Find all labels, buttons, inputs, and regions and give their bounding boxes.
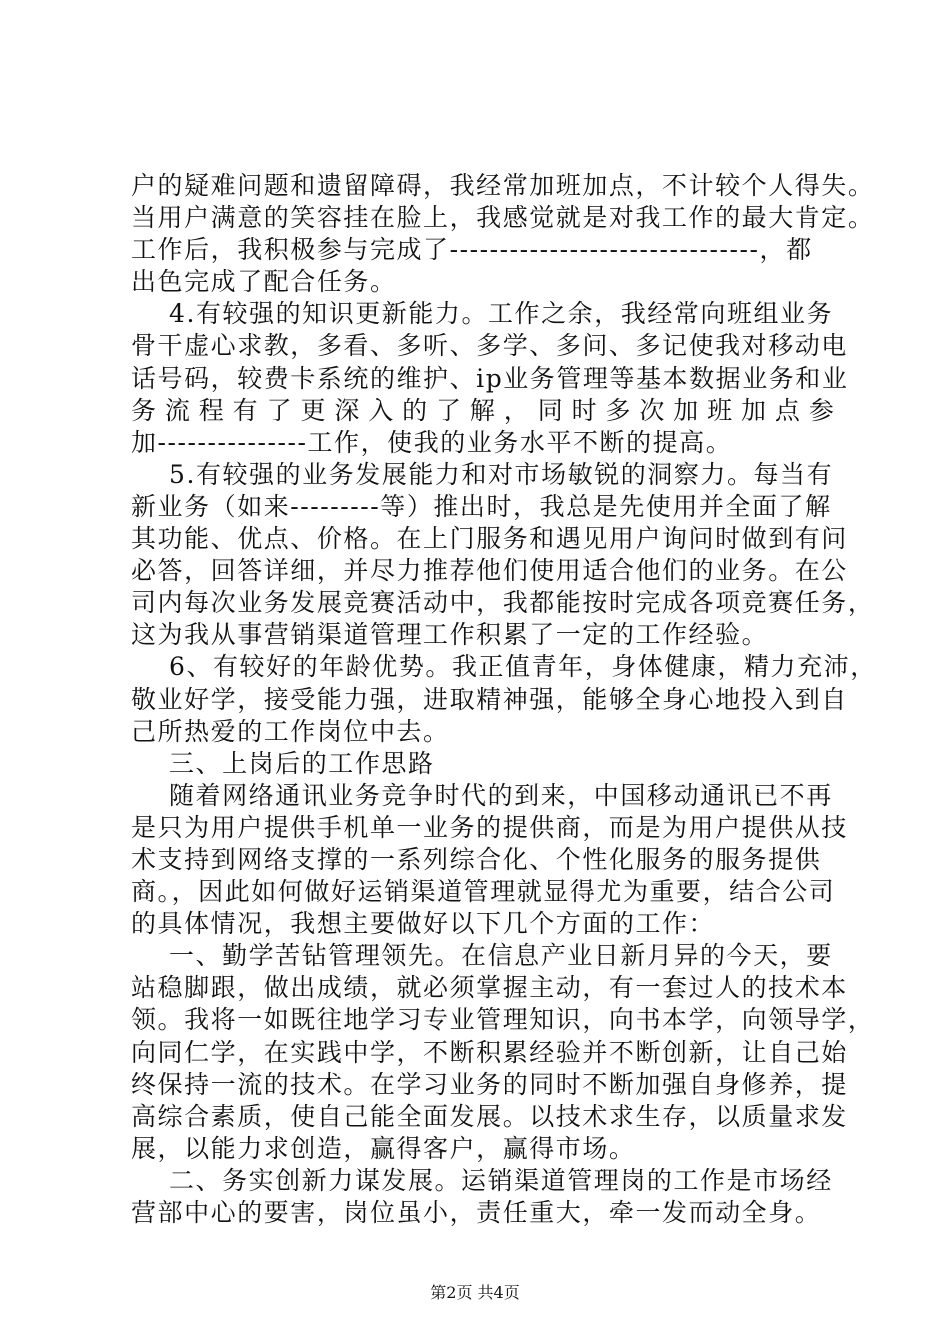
text-line: 站稳脚跟，做出成绩，就必须掌握主动，有一套过人的技术本 bbox=[131, 973, 848, 1003]
text-line: 随着网络通讯业务竞争时代的到来，中国移动通讯已不再 bbox=[131, 780, 833, 810]
text-line: 新业务（如来---------等）推出时，我总是先使用并全面了解 bbox=[131, 491, 832, 521]
text-line: 一、勤学苦钻管理领先。在信息产业日新月异的今天，要 bbox=[131, 941, 833, 971]
text-line: 骨干虚心求教，多看、多听、多学、多问、多记使我对移动电 bbox=[131, 331, 848, 361]
text-line: 5.有较强的业务发展能力和对市场敏锐的洞察力。每当有 bbox=[131, 459, 834, 489]
text-line: 加---------------工作，使我的业务水平不断的提高。 bbox=[131, 427, 733, 457]
text-line: 是只为用户提供手机单一业务的提供商，而是为用户提供从技 bbox=[131, 812, 848, 842]
text-line: 领。我将一如既往地学习专业管理知识，向书本学，向领导学， bbox=[131, 1005, 875, 1035]
text-line: 户的疑难问题和遗留障碍，我经常加班加点，不计较个人得失。 bbox=[131, 171, 875, 200]
text-line: 向同仁学，在实践中学，不断积累经验并不断创新，让自己始 bbox=[131, 1037, 848, 1067]
text-line: 司内每次业务发展竞赛活动中，我都能按时完成各项竞赛任务， bbox=[131, 588, 875, 618]
text-line: 工作后，我积极参与完成了-------------------------------，都 bbox=[131, 235, 813, 265]
text-line: 展，以能力求创造，赢得客户，赢得市场。 bbox=[131, 1133, 636, 1163]
page-footer: 第2页 共4页 bbox=[430, 1283, 520, 1302]
text-line: 营部中心的要害，岗位虽小，责任重大，牵一发而动全身。 bbox=[131, 1198, 822, 1227]
text-line: 6、有较好的年龄优势。我正值青年，身体健康，精力充沛， bbox=[131, 652, 877, 682]
document-body bbox=[131, 170, 877, 1229]
text-line: 终保持一流的技术。在学习业务的同时不断加强自身修养，提 bbox=[131, 1069, 848, 1099]
text-line: 务 流 程 有 了 更 深 入 的 了 解 ， 同 时 多 次 加 班 加 点 参 bbox=[131, 395, 834, 425]
text-line: 己所热爱的工作岗位中去。 bbox=[131, 716, 450, 746]
text-line: 二、务实创新力谋发展。运销渠道管理岗的工作是市场经 bbox=[131, 1165, 833, 1195]
text-line: 术支持到网络支撑的一系列综合化、个性化服务的服务提供 bbox=[131, 844, 822, 874]
text-line: 三、上岗后的工作思路 bbox=[131, 748, 435, 778]
text-line: 商。，因此如何做好运销渠道管理就显得尤为重要，结合公司 bbox=[131, 877, 836, 907]
text-line: 话号码，较费卡系统的维护、ip业务管理等基本数据业务和业 bbox=[131, 363, 849, 393]
text-line: 必答，回答详细，并尽力推荐他们使用适合他们的业务。在公 bbox=[131, 556, 848, 586]
text-line: 4.有较强的知识更新能力。工作之余，我经常向班组业务 bbox=[131, 299, 834, 329]
text-line: 敬业好学，接受能力强，进取精神强，能够全身心地投入到自 bbox=[131, 684, 848, 714]
text-line: 当用户满意的笑容挂在脸上，我感觉就是对我工作的最大肯定。 bbox=[131, 203, 875, 233]
text-line: 高综合素质，使自己能全面发展。以技术求生存，以质量求发 bbox=[131, 1101, 848, 1131]
text-line: 其功能、优点、价格。在上门服务和遇见用户询问时做到有问 bbox=[131, 524, 848, 554]
text-line: 的具体情况，我想主要做好以下几个方面的工作： bbox=[131, 909, 716, 939]
text-line: 这为我从事营销渠道管理工作积累了一定的工作经验。 bbox=[131, 620, 769, 650]
text-line: 出色完成了配合任务。 bbox=[131, 267, 397, 297]
